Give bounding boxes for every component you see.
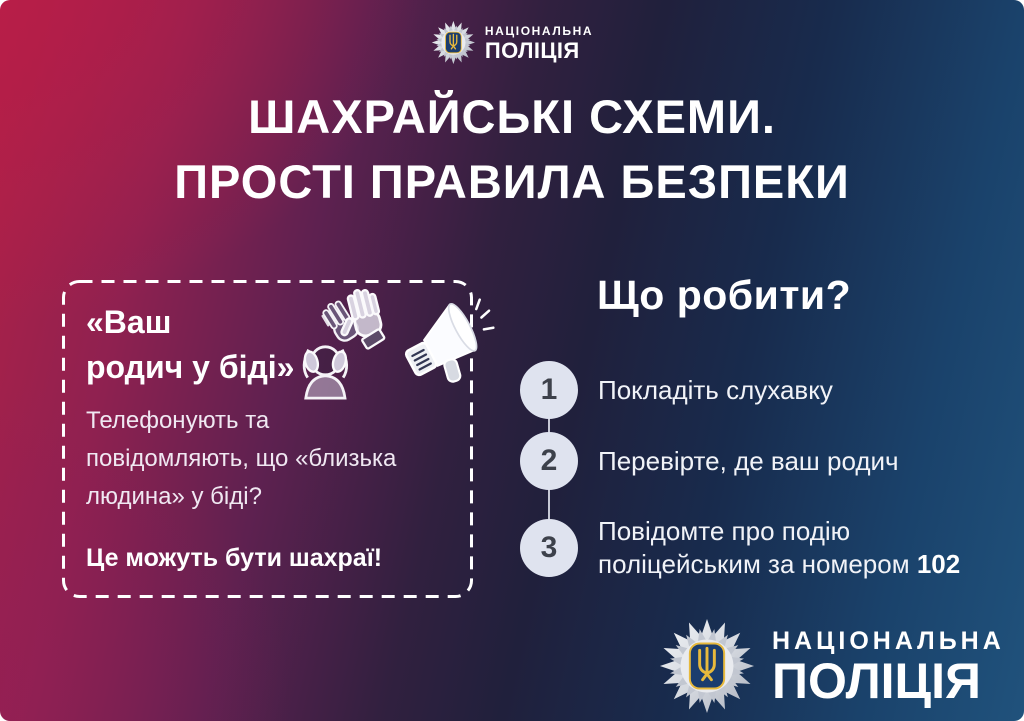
bottom-logo-wordmark xyxy=(772,626,1005,709)
step-1-number-badge: 1 xyxy=(520,361,578,419)
page-title xyxy=(0,84,1024,214)
step-3-text-line1: Повідомте про подію xyxy=(598,516,851,546)
step-row-3 xyxy=(520,510,960,586)
scheme-card-body-line3: людина» у біді? xyxy=(86,483,262,510)
scheme-card-heading-line2: родич у біді» xyxy=(86,349,295,385)
scheme-card-body xyxy=(86,402,396,516)
emergency-number: 102 xyxy=(916,549,961,579)
scheme-card xyxy=(62,280,473,598)
step-2-text: Перевірте, де ваш родич xyxy=(598,445,899,476)
bottom-logo-line2: ПОЛІЦІЯ xyxy=(772,653,981,709)
police-badge-icon xyxy=(431,20,476,65)
step-1-text: Покладіть слухавку xyxy=(598,374,833,405)
worried-person-icon xyxy=(289,288,401,400)
step-3-number-badge: 3 xyxy=(520,519,578,577)
scheme-card-heading-line1: «Ваш xyxy=(86,304,172,340)
page-title-line2: ПРОСТІ ПРАВИЛА БЕЗПЕКИ xyxy=(174,155,850,208)
step-3-text-line2 xyxy=(598,548,960,581)
police-badge-icon xyxy=(658,617,756,715)
page-title-line1: ШАХРАЙСЬКІ СХЕМИ. xyxy=(248,90,776,143)
bottom-logo-line1: НАЦІОНАЛЬНА xyxy=(772,627,1005,655)
what-to-do-heading: Що робити? xyxy=(597,272,852,318)
step-row-1 xyxy=(520,361,833,419)
scheme-card-icons xyxy=(289,288,495,400)
step-2-number-badge: 2 xyxy=(520,432,578,490)
scheme-card-body-line1: Телефонують та xyxy=(86,407,270,434)
top-logo-wordmark xyxy=(485,24,593,62)
megaphone-icon xyxy=(393,292,495,394)
step-3-text xyxy=(598,515,960,581)
scheme-card-body-line2: повідомляють, що «близька xyxy=(86,445,397,472)
top-logo xyxy=(431,20,593,65)
scheme-card-heading xyxy=(86,300,294,390)
bottom-logo xyxy=(658,617,1005,715)
top-logo-line2: ПОЛІЦІЯ xyxy=(484,37,580,63)
top-logo-line1: НАЦІОНАЛЬНА xyxy=(484,23,594,38)
step-row-2 xyxy=(520,432,899,490)
scheme-card-warning: Це можуть бути шахраї! xyxy=(86,544,383,572)
step-3-text-line2-prefix: поліцейським за номером xyxy=(598,549,917,579)
